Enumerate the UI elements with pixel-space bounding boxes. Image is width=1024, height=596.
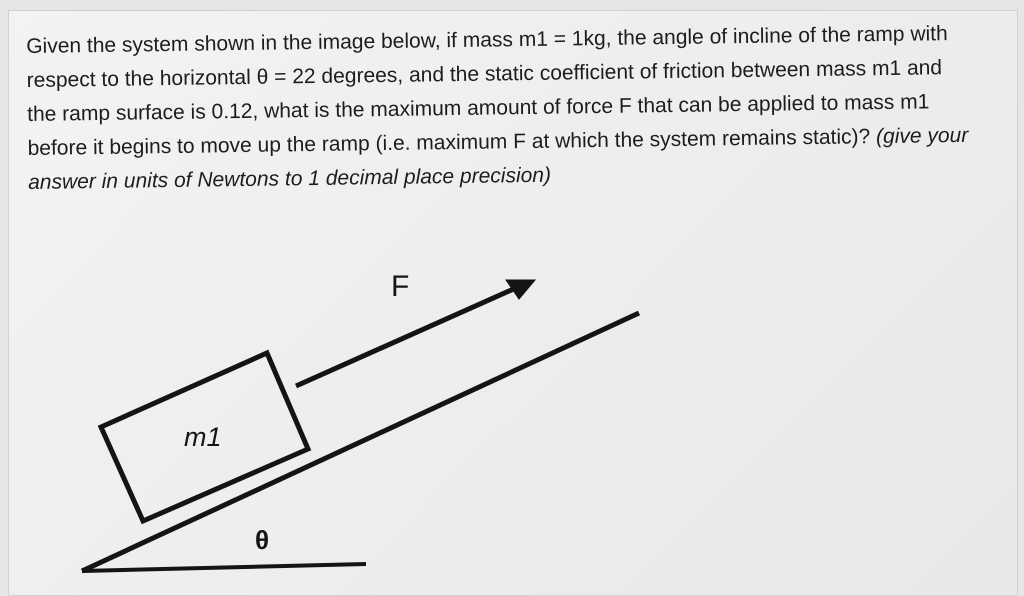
mass-label: m1 (184, 422, 222, 452)
ramp-line (82, 313, 639, 571)
precision-note: (give your answer in units of Newtons to 1 decimal place precision) (27, 123, 969, 194)
question-body: Given the system shown in the image below, if mass m1 = 1kg, the angle of incline of the ramp with respect to the horizontal θ = 22 degrees, and the static coefficient of friction between mass m1 and the ramp surface is 0.12, what is the maximum amount of force F that can be applied to mass m1 before it begins to move up the ramp (i.e. maximum F at which the system remains static)? (26, 22, 948, 160)
ground-line (82, 564, 366, 571)
angle-label: θ (255, 525, 270, 555)
force-label: F (391, 270, 410, 303)
